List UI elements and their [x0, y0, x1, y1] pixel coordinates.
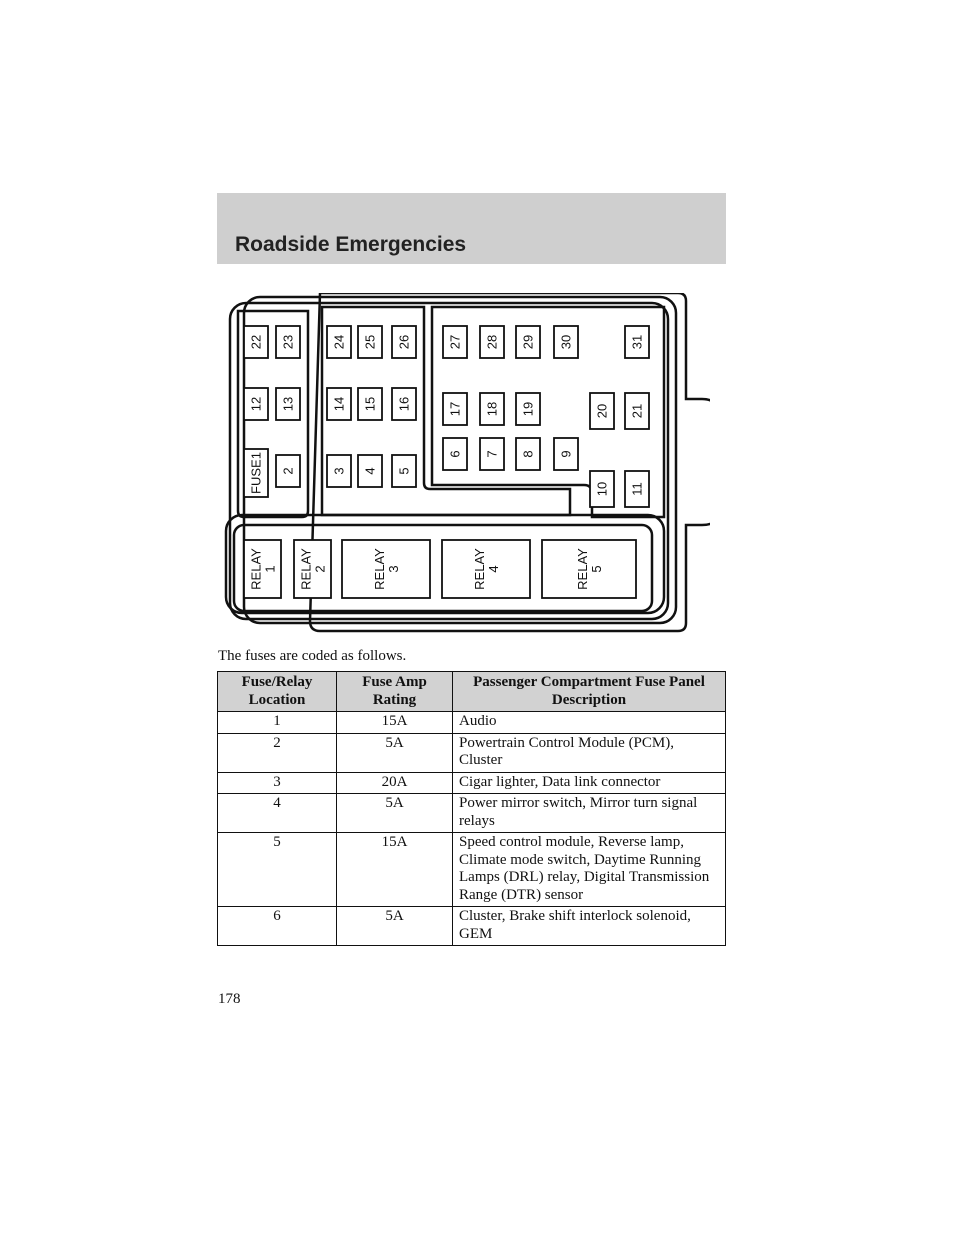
fuse-slot: [625, 393, 649, 429]
fuse-label: 27: [447, 334, 463, 350]
fuse-label: 2: [280, 467, 296, 475]
fuse-label: 28: [484, 334, 500, 350]
relay-label: RELAY2: [298, 548, 328, 590]
fuse-label: 15: [362, 396, 378, 412]
fuse-label: 7: [484, 450, 500, 458]
header-location: Fuse/Relay Location: [218, 672, 337, 712]
fuse-slot: [392, 455, 416, 487]
fuse-slot: [443, 393, 467, 425]
fuse-slot: [625, 471, 649, 507]
fuse-slot: [443, 326, 467, 358]
fuse-label: 18: [484, 401, 500, 417]
fuse-slot: [327, 326, 351, 358]
fuse-slot: [590, 393, 614, 429]
fuse-label: 30: [558, 334, 574, 350]
fuse-slot: [244, 388, 268, 420]
fuse-label: 24: [331, 334, 347, 350]
cell-description: Audio: [453, 712, 726, 734]
fuse-label: 16: [396, 396, 412, 412]
fuse-slot: [554, 438, 578, 470]
relay-label: RELAY4: [472, 548, 501, 590]
fuse-label: 11: [629, 482, 645, 496]
relay-label: RELAY1: [248, 548, 278, 590]
cell-location: 4: [218, 794, 337, 833]
fuse-label: 9: [558, 450, 574, 458]
fuse-label: 4: [362, 467, 378, 475]
table-row: [218, 833, 726, 907]
fuse-label: 21: [629, 403, 645, 419]
cell-amp: 5A: [337, 907, 453, 946]
relay-label: RELAY3: [372, 548, 401, 590]
fuse-label: 13: [280, 396, 296, 412]
relay-boxes: [244, 540, 636, 598]
cell-amp: 15A: [337, 712, 453, 734]
cell-description: Powertrain Control Module (PCM), Cluster: [453, 733, 726, 772]
fuse-slot: [276, 455, 300, 487]
fuse-label: 20: [594, 403, 610, 419]
fuse-slot: [327, 455, 351, 487]
relay-slot: [294, 540, 331, 598]
fuse-label: 25: [362, 334, 378, 350]
fuse-slot: [443, 438, 467, 470]
fuse-label: 17: [447, 401, 463, 417]
table-row: [218, 907, 726, 946]
fuse-slot: [590, 471, 614, 507]
cell-amp: 5A: [337, 733, 453, 772]
fuse-label: 23: [280, 334, 296, 350]
relay-slot: [244, 540, 281, 598]
cell-location: 1: [218, 712, 337, 734]
intro-text: The fuses are coded as follows.: [218, 648, 407, 664]
cell-description: Power mirror switch, Mirror turn signal relays: [453, 794, 726, 833]
fuse-slot: [516, 393, 540, 425]
fuse-label: 14: [331, 396, 347, 412]
fuse-panel-diagram: [224, 293, 710, 633]
fuse-slot: [625, 326, 649, 358]
table-row: [218, 712, 726, 734]
fuse-label: 12: [248, 396, 264, 412]
fuse-slot: [327, 388, 351, 420]
cell-location: 6: [218, 907, 337, 946]
fuse-slot: [516, 326, 540, 358]
cell-location: 3: [218, 772, 337, 794]
fuse-slot: [516, 438, 540, 470]
fuse-slot: [480, 393, 504, 425]
header-amp: Fuse Amp Rating: [337, 672, 453, 712]
fuse-label: 6: [447, 450, 463, 458]
fuse-slot: [358, 326, 382, 358]
fuse-slot: [392, 326, 416, 358]
fuse-slot: [480, 438, 504, 470]
cell-location: 5: [218, 833, 337, 907]
cell-description: Cluster, Brake shift interlock solenoid, GEM: [453, 907, 726, 946]
table-header-row: [218, 672, 726, 712]
fuse-slot: [554, 326, 578, 358]
fuse-slot: [480, 326, 504, 358]
cell-description: Speed control module, Reverse lamp, Climate mode switch, Daytime Running Lamps (DRL) relay, Digital Transmission Range (DTR) sensor: [453, 833, 726, 907]
fuse-slot: [244, 326, 268, 358]
fuse-slot: [392, 388, 416, 420]
fuse-label: 29: [520, 334, 536, 350]
fuse-label: FUSE1: [248, 452, 264, 494]
section-title: Roadside Emergencies: [235, 233, 467, 256]
header-description: Passenger Compartment Fuse Panel Description: [453, 672, 726, 712]
fuse-table: [217, 671, 726, 946]
fuse-slot: [244, 449, 268, 497]
fuse-label: 8: [520, 450, 536, 458]
relay-slot: [342, 540, 430, 598]
relay-slot: [542, 540, 636, 598]
fuse-label: 19: [520, 401, 536, 417]
fuse-label: 10: [594, 481, 610, 497]
fuse-slot: [276, 388, 300, 420]
fuse-label: 26: [396, 334, 412, 350]
section-header: [217, 193, 726, 264]
fuse-label: 22: [248, 334, 264, 350]
cell-amp: 5A: [337, 794, 453, 833]
fuse-label: 3: [331, 467, 347, 475]
page-number: 178: [218, 991, 241, 1007]
cell-location: 2: [218, 733, 337, 772]
fuse-slot: [358, 388, 382, 420]
relay-slot: [442, 540, 530, 598]
cell-amp: 20A: [337, 772, 453, 794]
cell-amp: 15A: [337, 833, 453, 907]
fuse-slot: [358, 455, 382, 487]
fuse-label: 31: [629, 334, 645, 350]
fuse-boxes: [244, 326, 649, 507]
table-row: [218, 733, 726, 772]
table-row: [218, 772, 726, 794]
cell-description: Cigar lighter, Data link connector: [453, 772, 726, 794]
relay-label: RELAY5: [575, 548, 604, 590]
fuse-label: 5: [396, 467, 412, 475]
table-row: [218, 794, 726, 833]
fuse-slot: [276, 326, 300, 358]
